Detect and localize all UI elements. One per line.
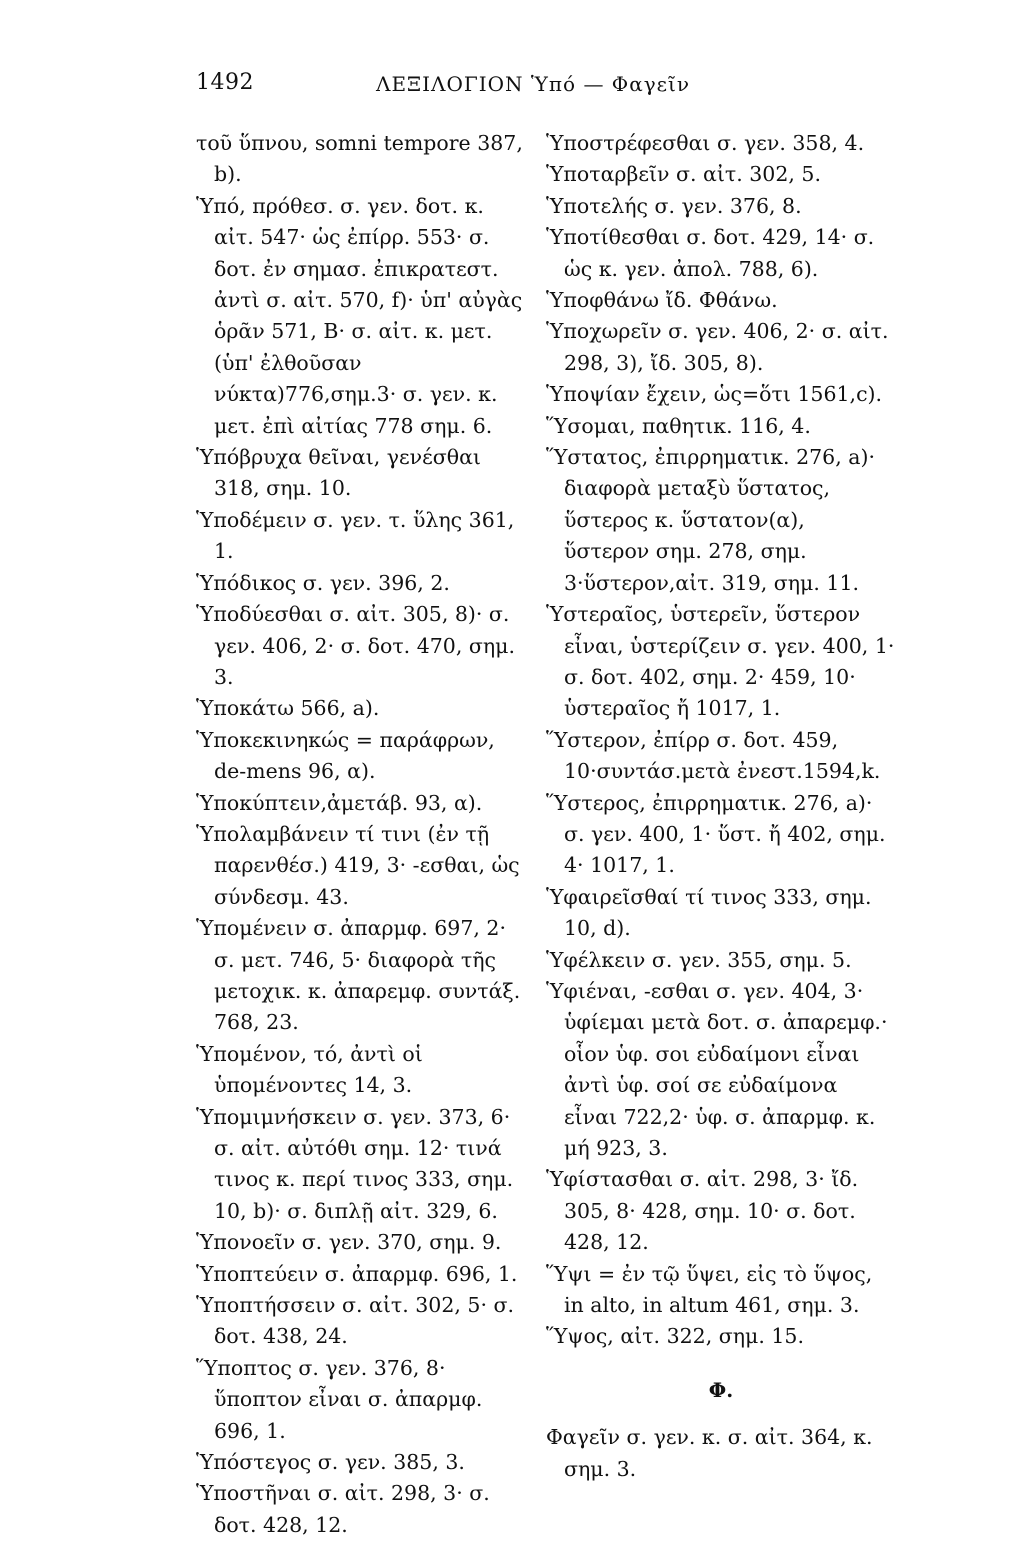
lexicon-entry: Ὑποστρέφεσθαι σ. γεν. 358, 4. (546, 131, 865, 155)
lexicon-entry: Ὑπόδικος σ. γεν. 396, 2. (196, 570, 450, 595)
lexicon-entry: Ὑποψίαν ἔχειν, ὡς=ὅτι 1561,c). (546, 382, 883, 407)
running-head: ΛΕΞΙΛΟΓΙΟΝ Ὑπό — Φαγεῖν (376, 72, 691, 96)
page-header (196, 70, 736, 110)
lexicon-entry: Ὑποστῆναι σ. αἰτ. 298, 3· σ. δοτ. 428, 12. (196, 1481, 490, 1537)
lexicon-entry: Φαγεῖν σ. γεν. κ. σ. αἰτ. 364, κ. σημ. 3. (546, 1425, 873, 1481)
lexicon-entry: Ὑποκύπτειν,ἀμετάβ. 93, α). (196, 790, 483, 815)
lexicon-entry: Ὑπόστεγος σ. γεν. 385, 3. (196, 1450, 465, 1475)
lexicon-entry: Ὕσομαι, παθητικ. 116, 4. (546, 413, 811, 438)
lexicon-entry: Ὑφίστασθαι σ. αἰτ. 298, 3· ἴδ. 305, 8· 428, σημ. 10· σ. δοτ. 428, 12. (546, 1167, 859, 1255)
lexicon-entry: Ὑποδέμειν σ. γεν. τ. ὕλης 361, 1. (196, 507, 515, 564)
lexicon-entry: Ὑποταρβεῖν σ. αἰτ. 302, 5. (546, 162, 821, 187)
lexicon-entry: Ὑποφθάνω ἴδ. Φθάνω. (546, 288, 778, 313)
lexicon-entry: Ὕστερος, ἐπιρρηματικ. 276, a)· σ. γεν. 400, 1· ὕστ. ἤ 402, σημ. 4· 1017, 1. (546, 790, 886, 878)
lexicon-entry: Ὑποκάτω 566, a). (196, 696, 380, 721)
right-column (546, 128, 896, 1485)
lexicon-entry: Ὑποπτεύειν σ. ἀπαρμφ. 696, 1. (196, 1261, 518, 1286)
lexicon-entry: Ὕστατος, ἐπιρρηματικ. 276, a)· διαφορὰ μεταξὺ ὕστατος, ὕστερος κ. ὕστατον(α), ὕστερον σημ. 278, σημ. 3·ὕστερον,αἰτ. 319, σημ. 11. (546, 445, 875, 595)
lexicon-entry: Ὑποτελής σ. γεν. 376, 8. (546, 193, 802, 218)
lexicon-entry: Ὑπολαμβάνειν τί τινι (ἐν τῇ παρενθέσ.) 419, 3· -εσθαι, ὡς σύνδεσμ. 43. (196, 821, 520, 909)
section-heading: Φ. (708, 1377, 734, 1402)
lexicon-entry: τοῦ ὕπνου, somni tempore 387, b). (196, 131, 523, 187)
lexicon-entry: Ὑπομιμνήσκειν σ. γεν. 373, 6· σ. αἰτ. αὐτόθι σημ. 12· τινά τινος κ. περί τινος 333, σημ. 10, b)· σ. διπλῇ αἰτ. 329, 6. (196, 1104, 514, 1223)
lexicon-entry: Ὕστερον, ἐπίρρ σ. δοτ. 459, 10·συντάσ.μετὰ ἐνεστ.1594,k. (546, 727, 881, 784)
lexicon-entry: Ὑπό, πρόθεσ. σ. γεν. δοτ. κ. αἰτ. 547· ὡς ἐπίρρ. 553· σ. δοτ. ἐν σημασ. ἐπικρατεστ. ἀντὶ σ. αἰτ. 570, f)· ὑπ' αὐγὰς ὁρᾶν 571, Β· σ. αἰτ. κ. μετ. (ὑπ' ἐλθοῦσαν νύκτα)776,σημ.3· σ. γεν. κ. μετ. ἐπὶ αἰτίας 778 σημ. 6. (196, 193, 523, 438)
lexicon-entry: Ὑποδύεσθαι σ. αἰτ. 305, 8)· σ. γεν. 406, 2· σ. δοτ. 470, σημ. 3. (196, 602, 515, 689)
lexicon-entry: Ὕψι = ἐν τῷ ὕψει, εἰς τὸ ὕψος, in alto, in altum 461, σημ. 3. (546, 1261, 873, 1318)
lexicon-entry: Ὑπομένειν σ. ἀπαρμφ. 697, 2· σ. μετ. 746, 5· διαφορὰ τῆς μετοχικ. κ. ἀπαρεμφ. συντάξ. 768, 23. (196, 916, 521, 1035)
lexicon-entry: Ὑπομένον, τό, ἀντὶ οἱ ὑπομένοντες 14, 3. (196, 1041, 423, 1098)
lexicon-entry: Ὕψος, αἰτ. 322, σημ. 15. (546, 1324, 804, 1349)
lexicon-entry: Ὑποχωρεῖν σ. γεν. 406, 2· σ. αἰτ. 298, 3), ἴδ. 305, 8). (546, 319, 889, 375)
lexicon-entry: Ὑφαιρεῖσθαί τί τινος 333, σημ. 10, d). (546, 884, 872, 941)
lexicon-entry: Ὕποπτος σ. γεν. 376, 8· ὕποπτον εἶναι σ. ἀπαρμφ. 696, 1. (196, 1355, 483, 1443)
lexicon-entry: Ὑποτίθεσθαι σ. δοτ. 429, 14· σ. ὡς κ. γεν. ἀπολ. 788, 6). (546, 225, 875, 281)
lexicon-entry: Ὑπόβρυχα θεῖναι, γενέσθαι 318, σημ. 10. (196, 445, 481, 501)
left-column (196, 128, 526, 1541)
lexicon-entry: Ὑστεραῖος, ὑστερεῖν, ὕστερον εἶναι, ὑστερίζειν σ. γεν. 400, 1· σ. δοτ. 402, σημ. 2· 459, 10· ὑστεραῖος ἤ 1017, 1. (546, 602, 895, 721)
lexicon-entry: Ὑπονοεῖν σ. γεν. 370, σημ. 9. (196, 1230, 502, 1255)
lexicon-entry: Ὑφιέναι, -εσθαι σ. γεν. 404, 3· ὑφίεμαι μετὰ δοτ. σ. ἀπαρεμφ.· οἷον ὑφ. σοι εὐδαίμονι εἶναι ἀντὶ ὑφ. σοί σε εὐδαίμονα εἶναι 722,2· ὑφ. σ. ἀπαρμφ. κ. μή 923, 3. (546, 978, 888, 1160)
lexicon-entry: Ὑφέλκειν σ. γεν. 355, σημ. 5. (546, 947, 852, 972)
lexicon-entry: Ὑποπτήσσειν σ. αἰτ. 302, 5· σ. δοτ. 438, 24. (196, 1293, 515, 1349)
page-number: 1492 (196, 70, 254, 95)
lexicon-entry: Ὑποκεκινηκώς = παράφρων, de-mens 96, α). (196, 727, 495, 784)
